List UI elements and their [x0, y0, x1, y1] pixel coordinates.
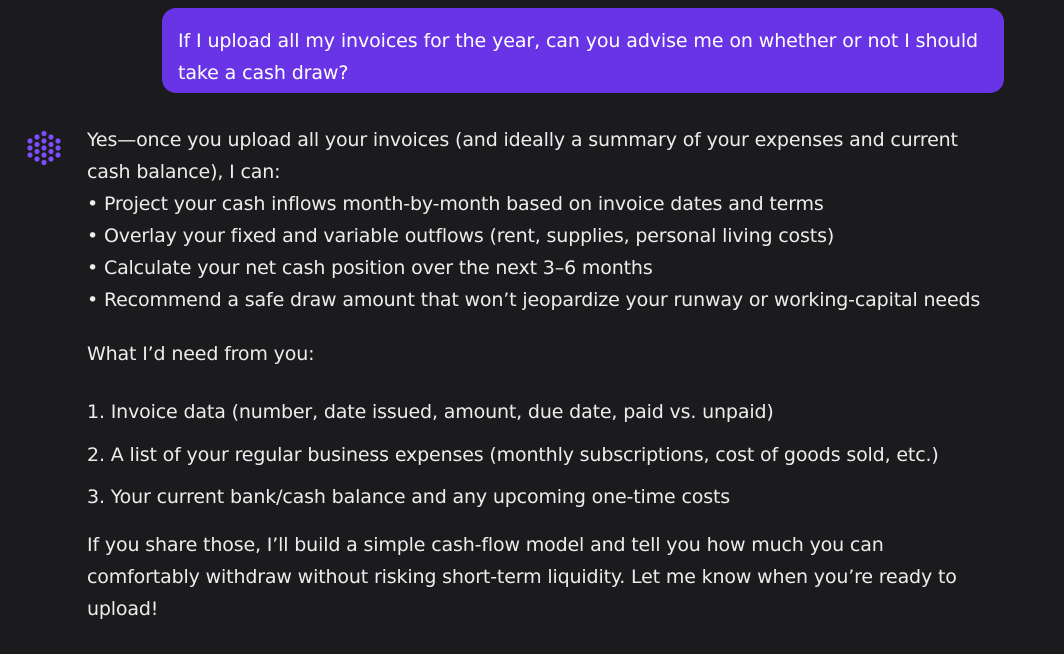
capability-bullet: • Recommend a safe draw amount that won’t jeopardize your runway or working-capital needs [87, 289, 981, 311]
assistant-message [87, 124, 1047, 625]
requirements-heading: What I’d need from you: [87, 343, 315, 365]
requirements-list [87, 396, 1047, 513]
assistant-logo-icon [26, 130, 62, 166]
list-item-number: 1. [87, 401, 105, 423]
capability-bullet: • Overlay your fixed and variable outflows (rent, supplies, personal living costs) [87, 225, 835, 247]
list-item-text: Invoice data (number, date issued, amount, due date, paid vs. unpaid) [110, 401, 774, 423]
user-message-line-2: take a cash draw? [178, 62, 349, 84]
list-item [87, 481, 1047, 513]
list-item-number: 3. [87, 486, 105, 508]
list-item-text: A list of your regular business expenses (monthly subscriptions, cost of goods sold, etc.) [110, 443, 939, 466]
capability-bullet: • Project your cash inflows month-by-month based on invoice dates and terms [87, 193, 824, 215]
list-item-text: Your current bank/cash balance and any upcoming one-time costs [110, 486, 731, 508]
closing-line-3: upload! [87, 598, 159, 620]
capability-bullet: • Calculate your net cash position over the next 3–6 months [87, 257, 653, 279]
list-item [87, 396, 1047, 428]
assistant-intro-line-2: cash balance), I can: [87, 161, 281, 183]
closing-line-2: comfortably withdraw without risking short-term liquidity. Let me know when you’re ready to [87, 566, 957, 588]
closing-line-1: If you share those, I’ll build a simple cash-flow model and tell you how much you can [87, 534, 884, 556]
list-item [87, 439, 1047, 471]
assistant-intro-line-1: Yes—once you upload all your invoices (and ideally a summary of your expenses and current [87, 129, 958, 151]
user-message-line-1: If I upload all my invoices for the year, can you advise me on whether or not I should [178, 30, 978, 52]
user-message-bubble [162, 8, 1004, 93]
list-item-number: 2. [87, 443, 105, 466]
